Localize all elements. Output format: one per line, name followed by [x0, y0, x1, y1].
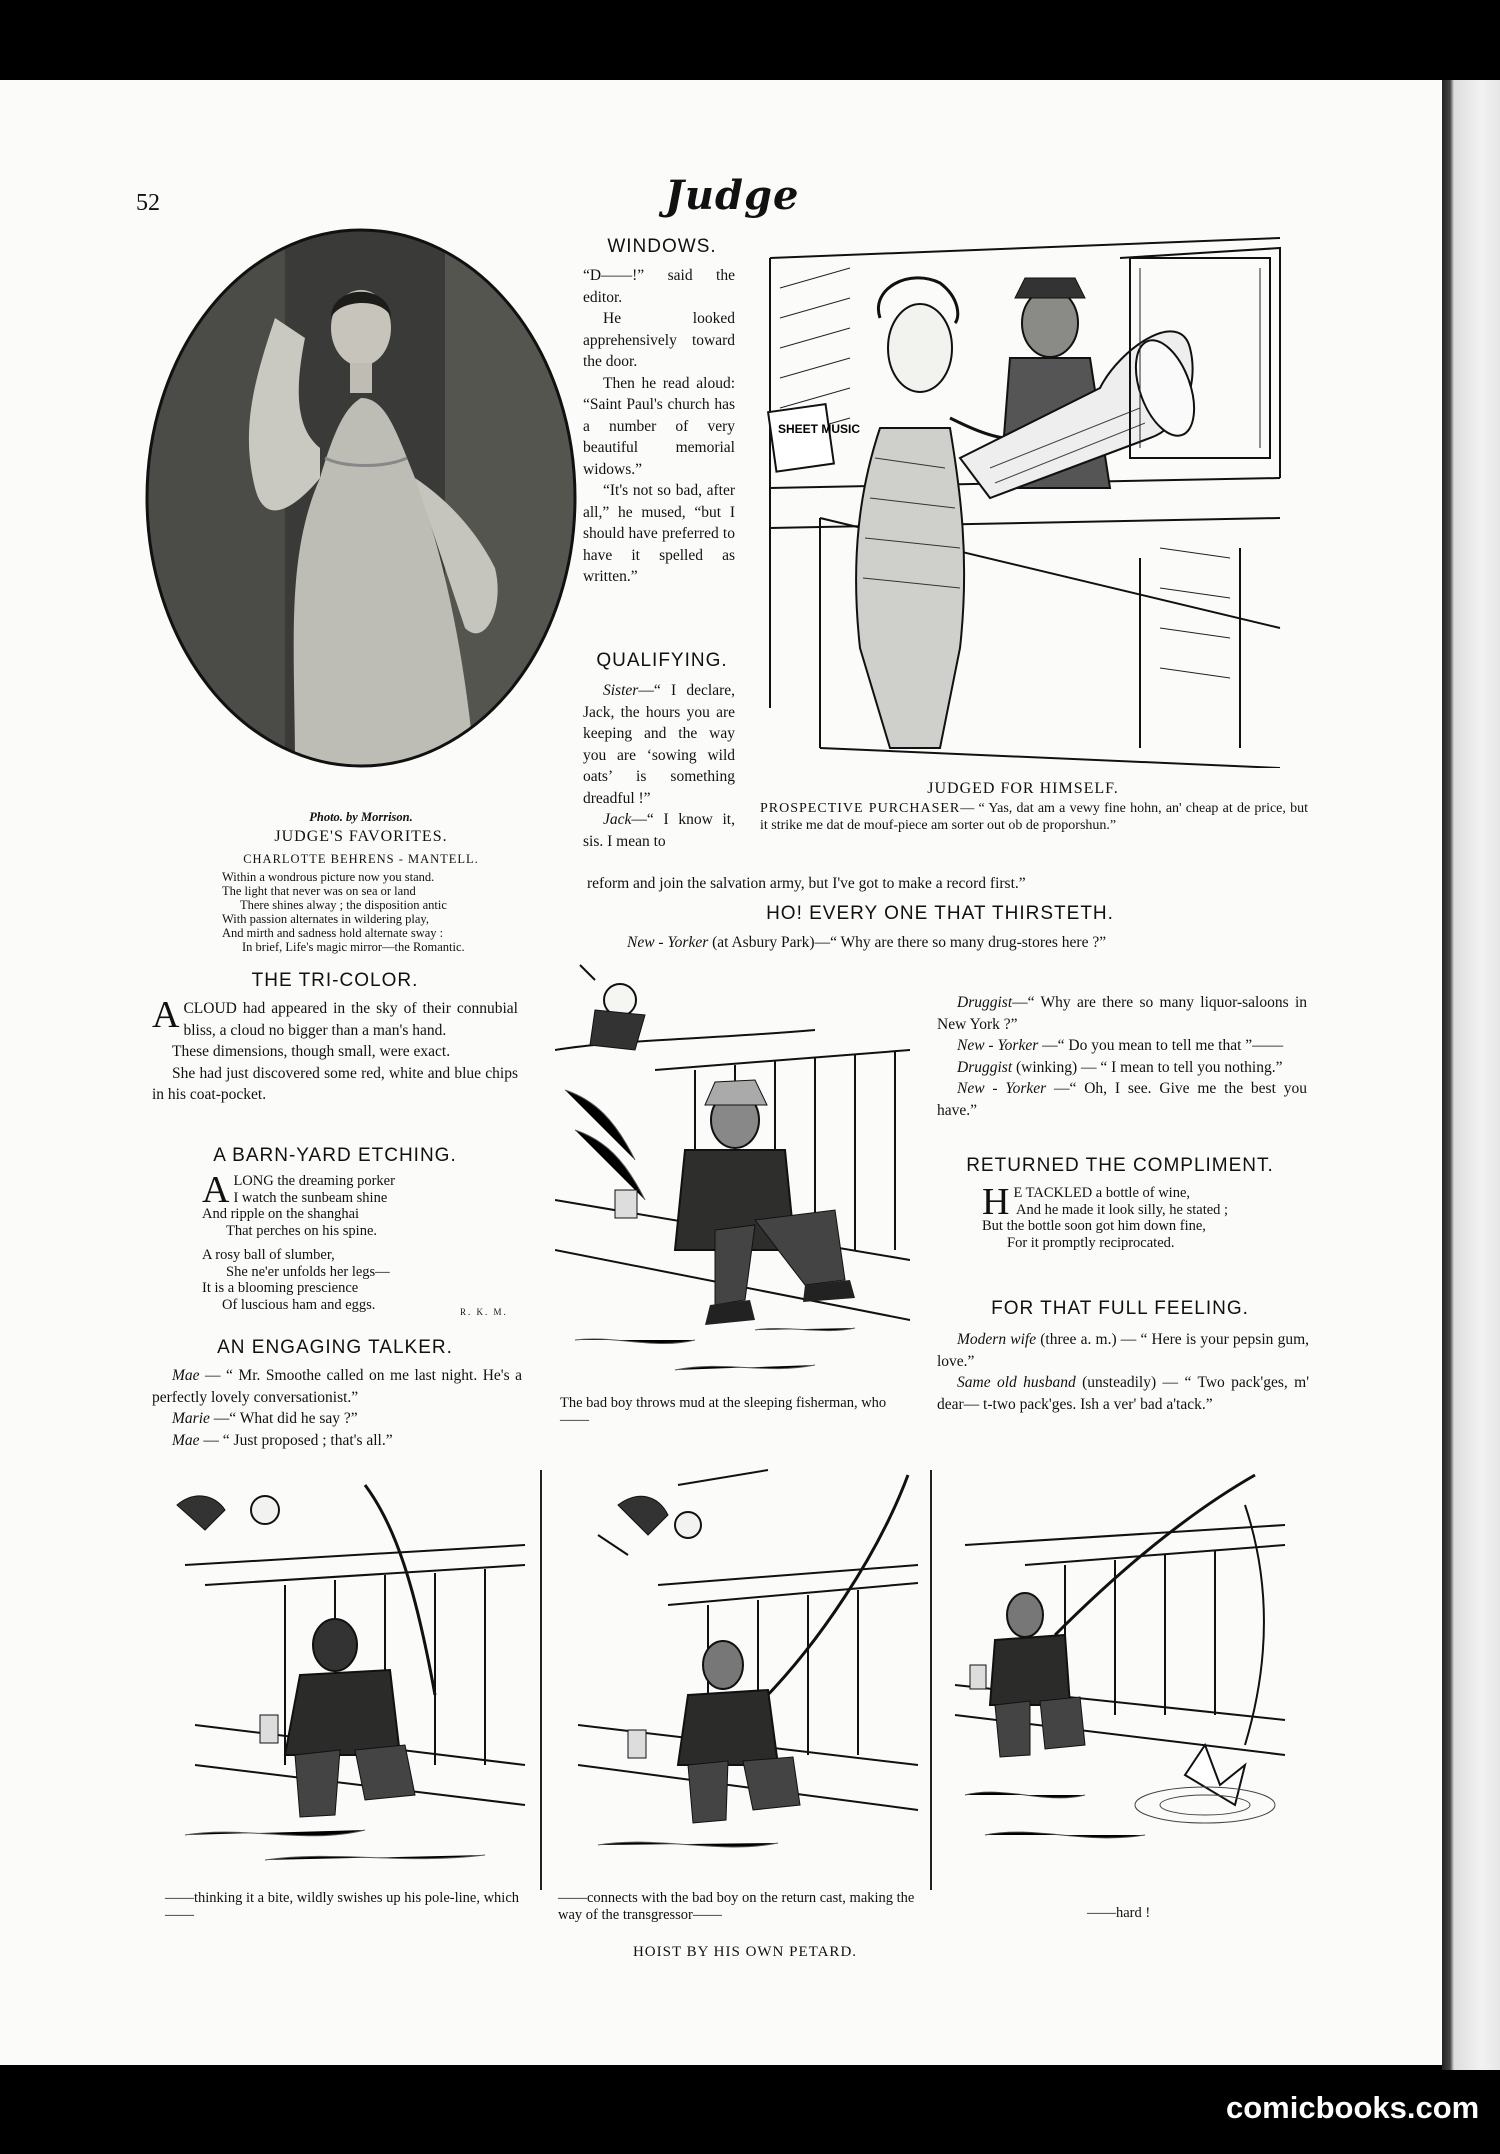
compliment-poem: [982, 1181, 1312, 1251]
dialogue: —“ Oh, I see. Give me the best you have.”: [937, 1080, 1307, 1119]
paragraph: CLOUD had appeared in the sky of their connubial bliss, a cloud no bigger than a man's hand.: [183, 1000, 518, 1039]
favorites-title: JUDGE'S FAVORITES.: [274, 828, 448, 845]
favorites-poem: [222, 870, 562, 954]
speaker: Mae: [172, 1367, 200, 1384]
strip-caption-3: ——hard !: [1087, 1905, 1151, 1921]
speaker: Mae: [172, 1431, 200, 1449]
judged-title: JUDGED FOR HIMSELF.: [927, 780, 1119, 797]
poem-line: In brief, Life's magic mirror—the Romantic.: [242, 940, 465, 954]
tricolor-title: THE TRI-COLOR.: [251, 970, 419, 991]
speaker: Modern wife: [957, 1331, 1037, 1348]
sleeping-caption: The bad boy throws mud at the sleeping fisherman, who——: [560, 1395, 887, 1428]
speaker: PROSPECTIVE PURCHASER: [760, 801, 961, 816]
speaker: Sister: [603, 682, 639, 699]
poem-line: And ripple on the shanghai: [202, 1206, 360, 1222]
strip-caption-1: ——thinking it a bite, wildly swishes up his pole-line, which——: [165, 1890, 520, 1923]
talker-title: AN ENGAGING TALKER.: [217, 1337, 453, 1358]
poem-line: The light that never was on sea or land: [222, 884, 416, 898]
dialogue: —“ I know it, sis. I mean to: [583, 811, 735, 850]
qualifying-text: [583, 680, 735, 852]
poem-line: And mirth and sadness hold alternate sway :: [222, 926, 444, 940]
poem-signature: R. K. M.: [460, 1307, 508, 1317]
speaker: New - Yorker: [957, 1037, 1039, 1054]
thirsteth-dialogue: [937, 992, 1307, 1121]
windows-paragraph: Then he read aloud: “Saint Paul's church has a number of very beautiful memorial widows.”: [583, 374, 735, 478]
poem-line: It is a blooming prescience: [202, 1280, 359, 1296]
poem-line: LONG the dreaming porker: [233, 1173, 395, 1189]
sheet-music-sign: SHEET MUSIC: [778, 422, 861, 436]
page-number: 52: [136, 190, 160, 216]
watermark: comicbooks.com: [1226, 2090, 1480, 2125]
poem-line: There shines alway ; the disposition antic: [240, 898, 447, 912]
masthead: Judge: [665, 172, 800, 219]
dialogue: — “ Just proposed ; that's all.”: [199, 1431, 393, 1449]
dropcap: A: [202, 1169, 230, 1211]
fullfeeling-title: FOR THAT FULL FEELING.: [991, 1298, 1249, 1319]
poem-line: A rosy ball of slumber,: [202, 1247, 335, 1263]
poem-line: And he made it look silly, he stated ;: [1016, 1201, 1229, 1218]
fullfeeling-text: [937, 1329, 1309, 1415]
dialogue: —“ Do you mean to tell me that ”——: [1038, 1037, 1284, 1054]
dialogue: —“ What did he say ?”: [209, 1410, 358, 1427]
tricolor-text: [152, 994, 518, 1106]
panel-divider: [540, 1470, 542, 1890]
speaker: Jack: [603, 811, 632, 828]
qualifying-line3: reform and join the salvation army, but I've got to make a record first.”: [587, 875, 1026, 892]
speaker: Druggist: [957, 1058, 1013, 1076]
speaker: New - Yorker: [627, 934, 709, 951]
windows-paragraph: “It's not so bad, after all,” he mused, “but I should have preferred to have it spelled as written.”: [583, 482, 735, 585]
poem-line: I watch the sunbeam shine: [233, 1189, 388, 1206]
speaker: Marie: [172, 1410, 210, 1427]
dialogue: — “ Mr. Smoothe called on me last night. He's a perfectly lovely conversationist.”: [152, 1367, 522, 1406]
paragraph: She had just discovered some red, white and blue chips in his coat-pocket.: [152, 1064, 518, 1103]
strip-panel-3: [945, 1465, 1290, 1875]
dialogue: (unsteadily) — “ Two pack'ges, m' dear— t-two pack'ges. Ish a ver' bad a'tack.”: [937, 1374, 1309, 1413]
page-edge: [1442, 80, 1500, 2070]
strip-caption-2: ——connects with the bad boy on the return cast, making the way of the transgressor——: [558, 1890, 915, 1923]
dialogue: (winking) — “ I mean to tell you nothing.”: [1012, 1058, 1283, 1076]
windows-title: WINDOWS.: [607, 236, 717, 257]
speaker: New - Yorker: [957, 1080, 1047, 1097]
speaker: Same old husband: [957, 1374, 1076, 1391]
dialogue: —“ I declare, Jack, the hours you are keeping and the way you are ‘sowing wild oats’ is something dreadful !”: [583, 682, 735, 807]
poem-line: With passion alternates in wildering play,: [222, 912, 429, 926]
poem-line: She ne'er unfolds her legs—: [226, 1263, 390, 1280]
poem-line: But the bottle soon got him down fine,: [982, 1218, 1206, 1234]
windows-text: [583, 265, 735, 588]
windows-paragraph: “D——!” said the editor.: [583, 267, 735, 306]
dialogue: —“ Why are there so many liquor-saloons in New York ?”: [937, 994, 1307, 1033]
portrait-photo: [145, 228, 577, 768]
judged-illustration: [760, 228, 1286, 768]
poem-line: Within a wondrous picture now you stand.: [222, 870, 435, 884]
poem-line: Of luscious ham and eggs.: [222, 1296, 376, 1313]
poem-line: E TACKLED a bottle of wine,: [1013, 1185, 1191, 1201]
paragraph: These dimensions, though small, were exact.: [172, 1043, 451, 1060]
compliment-title: RETURNED THE COMPLIMENT.: [966, 1155, 1274, 1176]
thirsteth-title: HO! EVERY ONE THAT THIRSTETH.: [766, 903, 1114, 924]
thirsteth-intro: [627, 932, 1327, 954]
poem-line: For it promptly reciprocated.: [1007, 1234, 1175, 1251]
panel-divider: [930, 1470, 932, 1890]
dropcap: H: [982, 1181, 1010, 1223]
strip-title: HOIST BY HIS OWN PETARD.: [632, 1944, 858, 1960]
strip-panel-1: [165, 1465, 535, 1875]
dialogue: (at Asbury Park)—“ Why are there so many drug-stores here ?”: [708, 934, 1107, 951]
barnyard-poem: [202, 1169, 532, 1313]
poem-line: That perches on his spine.: [226, 1222, 378, 1239]
dialogue: (three a. m.) — “ Here is your pepsin gum, love.”: [937, 1331, 1309, 1370]
barnyard-title: A BARN-YARD ETCHING.: [213, 1145, 457, 1166]
dialogue: — “ Yas, dat am a vewy fine hohn, an' cheap at de price, but it strike me dat de mouf-piece am sorter out ob de proporshun.”: [760, 801, 1308, 833]
strip-panel-2: [558, 1465, 923, 1875]
qualifying-title: QUALIFYING.: [596, 650, 728, 671]
windows-paragraph: He looked apprehensively toward the door.: [583, 310, 735, 370]
sleeping-fisherman-illustration: [555, 960, 910, 1390]
speaker: Druggist: [957, 994, 1013, 1011]
talker-text: [152, 1365, 522, 1451]
photo-credit: Photo. by Morrison.: [309, 810, 413, 824]
dropcap: A: [152, 994, 180, 1036]
favorites-name: CHARLOTTE BEHRENS - MANTELL.: [243, 852, 479, 866]
judged-caption: [760, 800, 1308, 834]
